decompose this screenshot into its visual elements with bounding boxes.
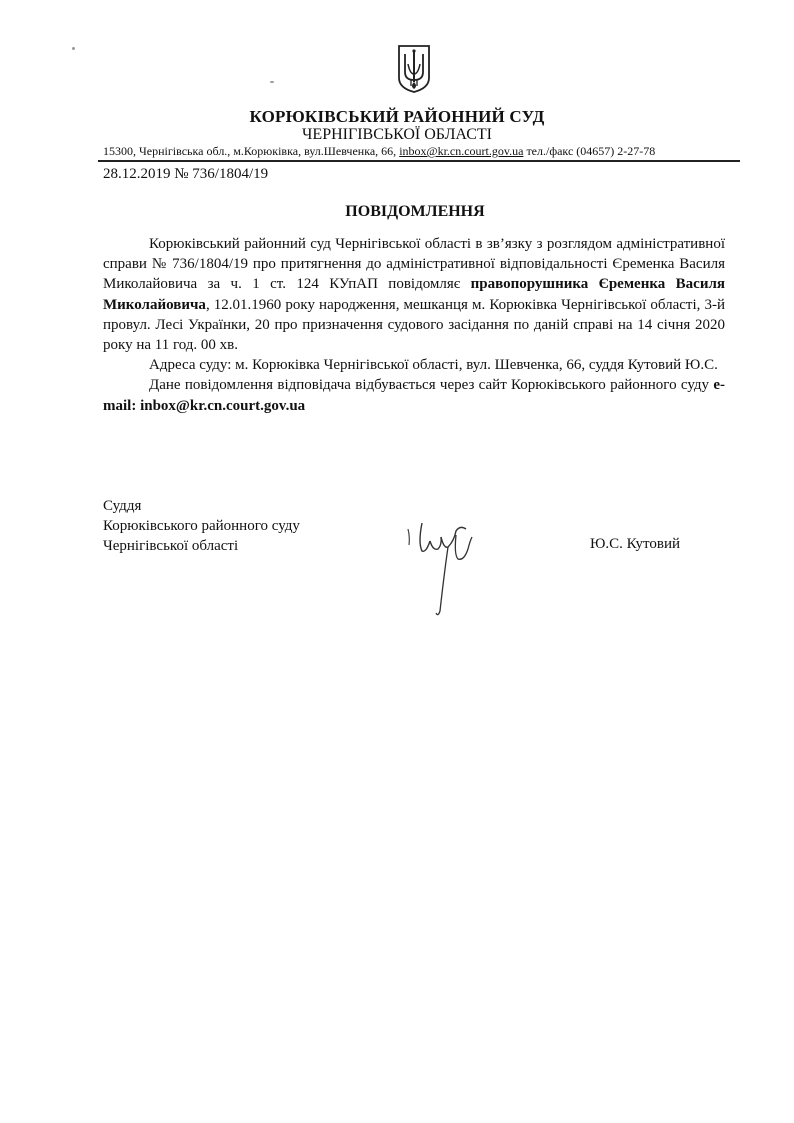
court-name: КОРЮКІВСЬКИЙ РАЙОННИЙ СУД — [249, 107, 545, 126]
court-region: ЧЕРНІГІВСЬКОЇ ОБЛАСТІ — [302, 126, 492, 143]
signer-position-line: Суддя — [103, 498, 142, 514]
court-email[interactable]: e-mail: inbox@kr.cn.court.gov.ua — [103, 377, 725, 414]
handwritten-signature-icon — [400, 515, 495, 620]
trident-coat-of-arms-icon — [397, 44, 431, 94]
document-date-number: 28.12.2019 № 736/1804/19 — [103, 166, 269, 182]
offender-name: правопорушника Єременка Василя Миколайовича — [103, 276, 725, 313]
signer-name: Ю.С. Кутовий — [590, 536, 681, 552]
scan-speck — [270, 81, 274, 83]
address-suffix: тел./факс (04657) 2-27-78 — [523, 144, 656, 158]
paragraph-text: Корюківський районний суд Чернігівської області в зв’язку з розглядом адміністративної справи № 736/1804/19 про притягнення до адміністративної відповідальності Єременка Василя Миколайовича за ч. 1 ст. 124 КУпАП повідомляє — [103, 236, 725, 293]
paragraph-text: Дане повідомлення відповідача відбувається через сайт Корюківського районного суду — [149, 377, 714, 394]
scan-speck — [72, 47, 75, 50]
body-paragraph — [103, 375, 725, 415]
paragraph-text: , 12.01.1960 року народження, мешканця м. Корюківка Чернігівської області, 3-й провул. Лесі Українки, 20 про призначення судового засідання по даній справі на 14 січня 2020 року на 11 год. 00 хв. — [103, 296, 725, 354]
address-email-link[interactable]: inbox@kr.cn.court.gov.ua — [399, 144, 524, 158]
body-paragraph — [103, 234, 725, 355]
court-address — [103, 144, 753, 159]
signer-position-line: Корюківського районного суду — [103, 518, 300, 534]
document-title: ПОВІДОМЛЕННЯ — [345, 203, 485, 220]
signer-position-line: Чернігівської області — [103, 538, 239, 554]
address-prefix: 15300, Чернігівська обл., м.Корюківка, вул.Шевченка, 66, — [103, 144, 400, 158]
body-paragraph: Адреса суду: м. Корюківка Чернігівської області, вул. Шевченка, 66, суддя Кутовий Ю.С. — [149, 357, 718, 374]
signer-position — [103, 496, 300, 556]
document-body — [103, 234, 725, 416]
header-divider — [98, 160, 740, 162]
